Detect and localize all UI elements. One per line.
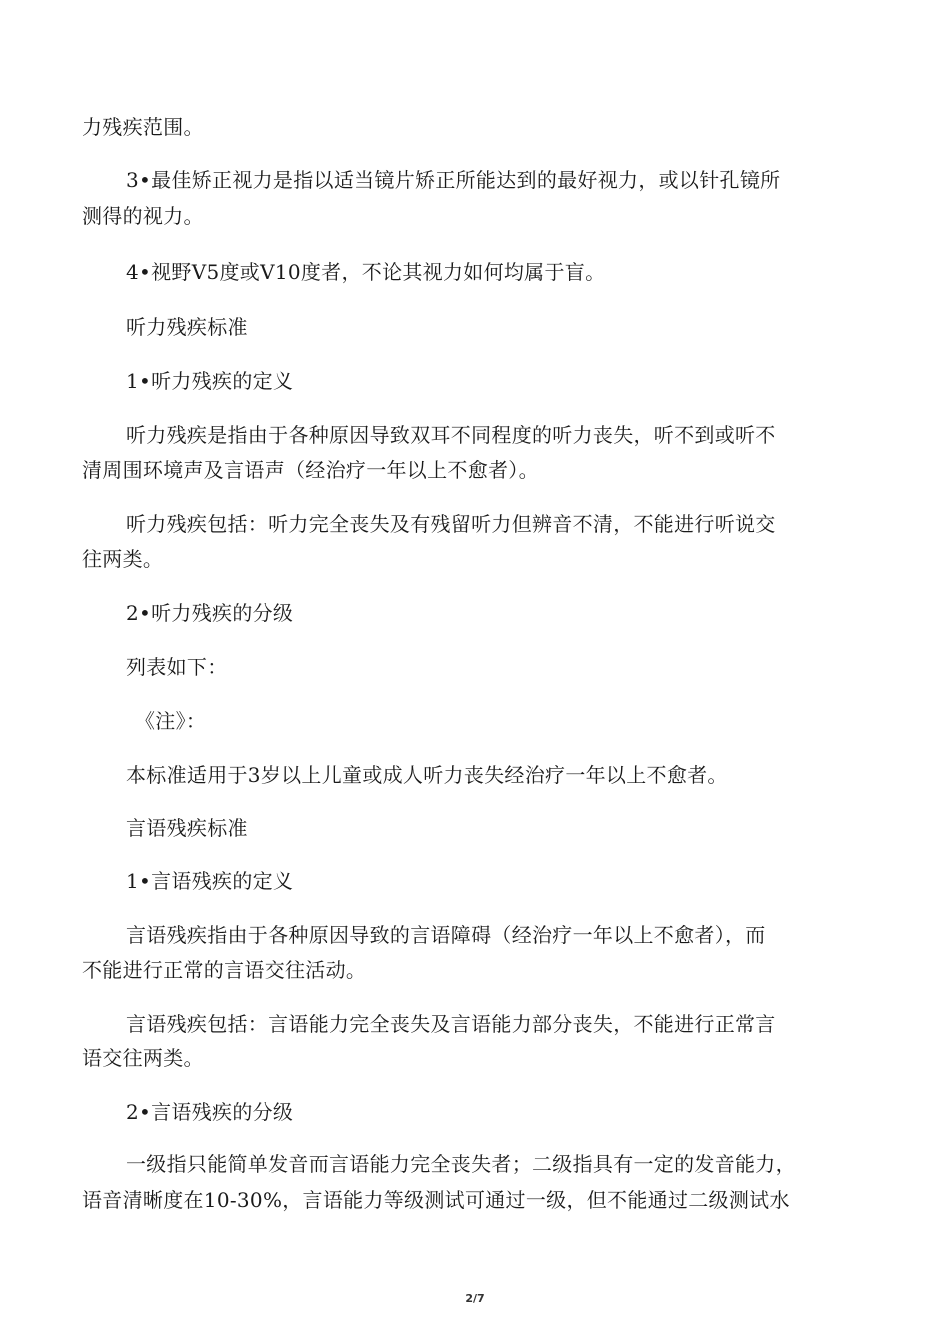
paragraph-line: 听力残疾包括：听力完全丧失及有残留听力但辨音不清，不能进行听说交 (126, 512, 776, 536)
paragraph-line: 测得的视力。 (82, 204, 204, 228)
paragraph-line: 听力残疾是指由于各种原因导致双耳不同程度的听力丧失，听不到或听不 (126, 423, 776, 447)
subsection-heading: 1•听力残疾的定义 (126, 369, 294, 393)
section-heading: 言语残疾标准 (126, 816, 248, 840)
paragraph-line: 本标准适用于3岁以上儿童或成人听力丧失经治疗一年以上不愈者。 (126, 763, 728, 787)
paragraph-line: 往两类。 (82, 547, 164, 571)
subsection-heading: 1•言语残疾的定义 (126, 869, 294, 893)
paragraph-line: 言语残疾包括：言语能力完全丧失及言语能力部分丧失，不能进行正常言 (126, 1012, 776, 1036)
paragraph-line: 力残疾范围。 (82, 115, 204, 139)
paragraph-line: 言语残疾指由于各种原因导致的言语障碍（经治疗一年以上不愈者），而 (126, 923, 766, 947)
paragraph-line: 语音清晰度在10-30%，言语能力等级测试可通过一级，但不能通过二级测试水 (82, 1188, 790, 1212)
page-number: 2/7 (465, 1292, 485, 1305)
note-label: 《注》： (135, 709, 207, 733)
paragraph-line: 清周围环境声及言语声（经治疗一年以上不愈者）。 (82, 458, 539, 482)
subsection-heading: 2•言语残疾的分级 (126, 1100, 294, 1124)
paragraph-line: 一级指只能简单发音而言语能力完全丧失者；二级指具有一定的发音能力， (126, 1152, 796, 1176)
section-heading: 听力残疾标准 (126, 315, 248, 339)
paragraph-line: 4•视野V5度或V10度者，不论其视力如何均属于盲。 (126, 260, 606, 284)
paragraph-line: 3•最佳矫正视力是指以适当镜片矫正所能达到的最好视力，或以针孔镜所 (126, 168, 781, 192)
paragraph-line: 语交往两类。 (82, 1046, 204, 1070)
subsection-heading: 2•听力残疾的分级 (126, 601, 294, 625)
paragraph-line: 不能进行正常的言语交往活动。 (82, 958, 367, 982)
paragraph-line: 列表如下： (126, 655, 228, 679)
